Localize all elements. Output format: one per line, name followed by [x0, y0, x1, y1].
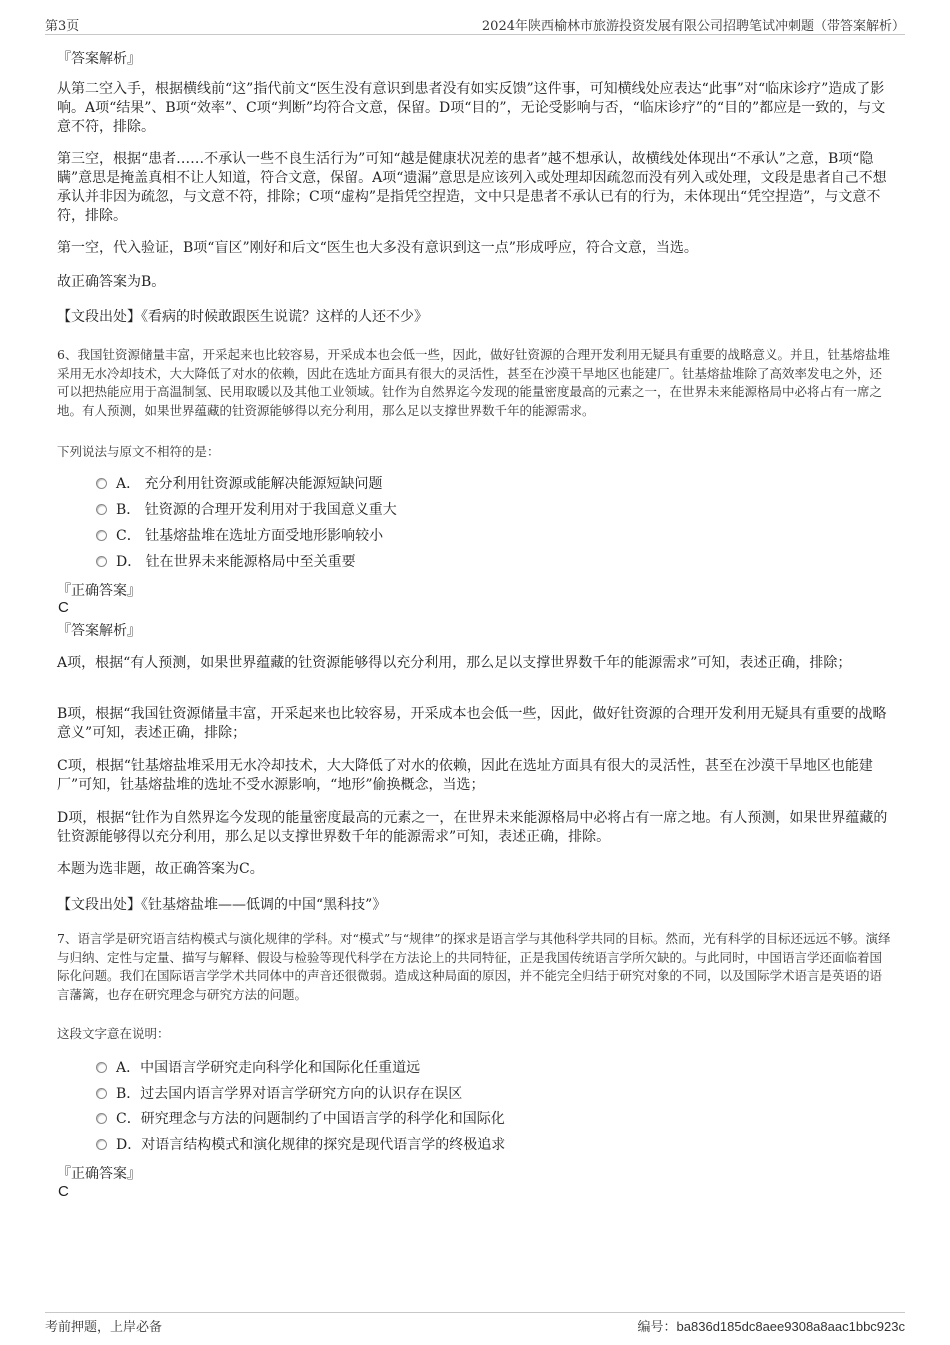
q7-stem: 7、语言学是研究语言结构模式与演化规律的学科。对“模式”与“规律”的探求是语言学与其他科学共同的目标。然而，光有科学的目标还远远不够。演绎与归纳、定性与定量、描写与解释、假设与检验等现代科学在方法论上的共同特征，正是我国传统语言学所欠缺的。与此同时，中国语言学还面临着国际化问题。我们在国际语言学学术共同体中的声音还很微弱。造成这种局面的原因，并不能完全归结于研究对象的不同，以及国际学术语言是英语的语言藩篱，也存在研究理念与研究方法的问题。	[57, 931, 891, 1002]
q6-conclusion: 本题为选非题，故正确答案为C。	[57, 861, 264, 877]
q6-source: 【文段出处】《钍基熔盐堆——低调的中国“黑科技”》	[57, 897, 387, 913]
q7-option-b[interactable]	[96, 1084, 462, 1104]
page-header	[45, 14, 905, 35]
q7-option-a[interactable]	[96, 1058, 420, 1078]
option-label: D． 钍在世界未来能源格局中至关重要	[116, 554, 356, 570]
q7-correct-label: 『正确答案』	[57, 1166, 141, 1182]
q6-option-c[interactable]	[96, 526, 383, 546]
footer-slogan: 考前押题，上岸必备	[45, 1320, 163, 1335]
q6-option-a[interactable]	[96, 474, 383, 494]
q6-correct-label: 『正确答案』	[57, 583, 141, 599]
radio-icon[interactable]	[96, 504, 107, 515]
radio-icon[interactable]	[96, 1062, 107, 1073]
q6-analysis-a: A项，根据“有人预测，如果世界蕴藏的钍资源能够得以充分利用，那么足以支撑世界数千年的能源需求”可知，表述正确，排除；	[57, 655, 852, 671]
document-code	[638, 1316, 905, 1335]
radio-icon[interactable]	[96, 530, 107, 541]
radio-icon[interactable]	[96, 1088, 107, 1099]
page-footer	[45, 1312, 905, 1337]
q6-analysis-b: B项，根据“我国钍资源储量丰富，开采起来也比较容易，开采成本也会低一些，因此，做好钍资源的合理开发利用无疑具有重要的战略意义”可知，表述正确，排除；	[57, 706, 887, 741]
q5-analysis-paragraph-3: 第一空，代入验证，B项“盲区”刚好和后文“医生也大多没有意识到这一点”形成呼应，符合文意，当选。	[57, 240, 698, 256]
q7-option-c[interactable]	[96, 1109, 505, 1129]
option-label: C． 钍基熔盐堆在选址方面受地形影响较小	[116, 528, 384, 544]
radio-icon[interactable]	[96, 1139, 107, 1150]
q6-option-d[interactable]	[96, 552, 356, 572]
q5-analysis-paragraph-2: 第三空，根据“患者……不承认一些不良生活行为”可知“越是健康状况差的患者”越不想承认，故横线处体现出“不承认”之意，B项“隐瞒”意思是掩盖真相不让人知道，符合文意，保留。A项“遗漏”意思是应该列入或处理却因疏忽而没有列入或处理，文段是患者自己不想承认并非因为疏忽，与文意不符，排除；C项“虚构”是指凭空捏造，文中只是患者不承认已有的行为，未体现出“凭空捏造”，与文意不符，排除。	[57, 151, 887, 224]
q7-prompt: 这段文字意在说明：	[57, 1026, 170, 1041]
option-label: D．对语言结构模式和演化规律的探究是现代语言学的终极追求	[116, 1137, 506, 1153]
option-label: A．中国语言学研究走向科学化和国际化任重道远	[116, 1060, 421, 1076]
q6-prompt: 下列说法与原文不相符的是：	[57, 444, 220, 459]
q5-source: 【文段出处】《看病的时候敢跟医生说谎？这样的人还不少》	[57, 309, 428, 325]
q7-answer: C	[58, 1183, 69, 1200]
radio-icon[interactable]	[96, 556, 107, 567]
document-title: 2024年陕西榆林市旅游投资发展有限公司招聘笔试冲刺题（带答案解析）	[481, 19, 905, 34]
q6-option-b[interactable]	[96, 500, 397, 520]
radio-icon[interactable]	[96, 478, 107, 489]
page-number: 第3页	[45, 19, 80, 34]
option-label: A． 充分利用钍资源或能解决能源短缺问题	[116, 476, 383, 492]
q5-analysis-paragraph-1: 从第二空入手，根据横线前“这”指代前文“医生没有意识到患者没有如实反馈”这件事，可知横线处应表达“此事”对“临床诊疗”造成了影响。A项“结果”、B项“效率”、C项“判断”均符合文意，保留。D项“目的”，无论受影响与否，“临床诊疗”的“目的”都应是一致的，与文意不符，排除。	[57, 81, 886, 135]
q6-analysis-label: 『答案解析』	[57, 623, 141, 639]
document-code-value: ba836d185dc8aee9308a8aac1bbc923c	[676, 1319, 905, 1334]
radio-icon[interactable]	[96, 1113, 107, 1124]
option-label: C．研究理念与方法的问题制约了中国语言学的科学化和国际化	[116, 1111, 505, 1127]
q6-analysis-d: D项，根据“钍作为自然界迄今发现的能量密度最高的元素之一，在世界未来能源格局中必将占有一席之地。有人预测，如果世界蕴藏的钍资源能够得以充分利用，那么足以支撑世界数千年的能源需求”可知，表述正确，排除。	[57, 810, 888, 845]
q7-option-d[interactable]	[96, 1135, 505, 1155]
q5-conclusion: 故正确答案为B。	[57, 274, 166, 290]
document-code-label: 编号：	[637, 1320, 677, 1335]
q6-stem: 6、我国钍资源储量丰富，开采起来也比较容易，开采成本也会低一些，因此，做好钍资源的合理开发利用无疑具有重要的战略意义。并且，钍基熔盐堆采用无水冷却技术，大大降低了对水的依赖，因此在选址方面具有很大的灵活性，甚至在沙漠干旱地区也能建厂。钍基熔盐堆除了高效率发电之外，还可以把热能应用于高温制氢、民用取暖以及其他工业领域。钍作为自然界迄今发现的能量密度最高的元素之一，在世界未来能源格局中必将占有一席之地。有人预测，如果世界蕴藏的钍资源能够得以充分利用，那么足以支撑世界数千年的能源需求。	[57, 347, 890, 418]
q5-analysis-label: 『答案解析』	[57, 51, 141, 67]
q6-answer: C	[58, 599, 69, 616]
q6-analysis-c: C项，根据“钍基熔盐堆采用无水冷却技术，大大降低了对水的依赖，因此在选址方面具有很大的灵活性，甚至在沙漠干旱地区也能建厂”可知，钍基熔盐堆的选址不受水源影响，“地形”偷换概念，当选；	[57, 758, 873, 793]
option-label: B． 钍资源的合理开发利用对于我国意义重大	[116, 502, 397, 518]
option-label: B．过去国内语言学界对语言学研究方向的认识存在误区	[116, 1086, 463, 1102]
